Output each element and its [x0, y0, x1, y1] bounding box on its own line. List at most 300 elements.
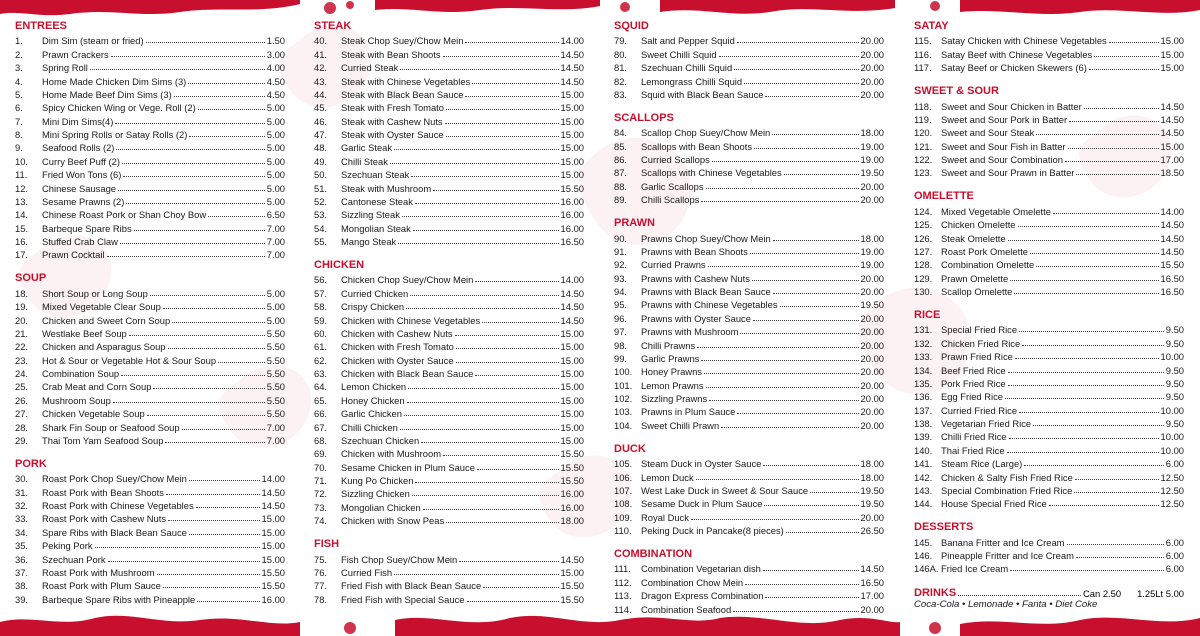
- leader-dots: [465, 96, 558, 97]
- item-number: 2.: [15, 48, 23, 60]
- leader-dots: [773, 240, 859, 241]
- menu-section: [15, 457, 285, 605]
- menu-item: [15, 591, 285, 604]
- item-number: 20.: [15, 314, 29, 326]
- item-name: Curried Prawns: [641, 259, 706, 271]
- item-name: Steak with Black Bean Sauce: [341, 88, 464, 100]
- leader-dots: [737, 42, 859, 43]
- menu-item: [914, 203, 1184, 216]
- item-price: 16.50: [1160, 286, 1184, 297]
- item-number: 134.: [914, 364, 933, 376]
- item-price: 9.50: [1165, 337, 1184, 349]
- item-price: 20.00: [860, 35, 884, 47]
- item-name: Sweet Chilli Squid: [641, 48, 717, 60]
- item-number: 132.: [914, 337, 933, 349]
- item-number: 93.: [614, 272, 628, 284]
- item-price: 3.00: [266, 48, 285, 60]
- item-number: 118.: [914, 100, 932, 112]
- item-name: West Lake Duck in Sweet & Sour Sauce: [641, 484, 809, 496]
- item-name: Mango Steak: [341, 236, 397, 247]
- item-price: 20.00: [860, 326, 884, 338]
- item-name: Roast Pork with Plum Sauce: [42, 580, 161, 592]
- item-number: 119.: [914, 113, 932, 125]
- item-number: 41.: [314, 48, 328, 60]
- menu-item: [614, 46, 884, 59]
- item-price: 15.00: [560, 327, 584, 339]
- item-price: 20.00: [860, 286, 884, 297]
- menu-item: [914, 125, 1184, 138]
- item-name: Szechuan Chilli Squid: [641, 62, 733, 74]
- item-number: 10.: [15, 155, 29, 167]
- item-price: 5.50: [266, 381, 285, 393]
- menu-item: [15, 153, 285, 166]
- item-number: 71.: [314, 475, 328, 486]
- section-title: SQUID: [614, 20, 649, 32]
- item-price: 19.50: [860, 167, 884, 179]
- menu-item: [614, 509, 884, 522]
- menu-section: [314, 537, 584, 605]
- item-price: 14.00: [261, 473, 285, 485]
- item-price: 19.00: [860, 154, 884, 165]
- item-price: 5.50: [266, 327, 285, 339]
- item-name: Curry Beef Puff (2): [42, 155, 120, 167]
- item-price: 9.50: [1165, 391, 1184, 403]
- item-price: 15.00: [261, 526, 285, 538]
- menu-item: [314, 194, 584, 207]
- item-number: 114.: [614, 603, 632, 615]
- item-number: 107.: [614, 484, 633, 496]
- menu-item: [314, 140, 584, 153]
- item-number: 129.: [914, 272, 933, 284]
- menu-item: [614, 230, 884, 243]
- item-price: 15.00: [560, 115, 584, 127]
- leader-dots: [1015, 358, 1159, 359]
- section-title: PORK: [15, 457, 47, 470]
- item-price: 15.00: [261, 553, 285, 565]
- item-number: 109.: [614, 511, 633, 523]
- leader-dots: [157, 574, 260, 575]
- leader-dots: [455, 335, 559, 336]
- item-price: 16.00: [560, 222, 584, 234]
- menu-item: [614, 192, 884, 205]
- leader-dots: [1007, 452, 1159, 453]
- menu-item: [614, 377, 884, 390]
- item-number: 78.: [314, 593, 328, 605]
- leader-dots: [168, 520, 260, 521]
- item-number: 89.: [614, 194, 628, 206]
- item-number: 17.: [15, 249, 29, 261]
- leader-dots: [1008, 385, 1164, 386]
- menu-item: [614, 496, 884, 509]
- menu-item: [614, 364, 884, 377]
- leader-dots: [456, 362, 559, 363]
- item-name: Home Made Chicken Dim Sims (3): [42, 75, 187, 87]
- menu-section: [614, 216, 884, 431]
- item-number: 32.: [15, 500, 29, 511]
- leader-dots: [753, 320, 859, 321]
- leader-dots: [118, 190, 265, 191]
- item-number: 43.: [314, 75, 328, 87]
- section-title: SOUP: [15, 272, 47, 285]
- leader-dots: [1030, 253, 1159, 254]
- item-number: 3.: [15, 62, 23, 74]
- item-price: 15.50: [560, 580, 584, 592]
- item-number: 46.: [314, 115, 328, 127]
- item-number: 68.: [314, 434, 328, 446]
- menu-item: [314, 565, 584, 578]
- item-name: Curried Steak: [341, 62, 399, 74]
- item-price: 5.50: [266, 341, 285, 353]
- section-title: SWEET & SOUR: [914, 85, 999, 98]
- leader-dots: [189, 480, 260, 481]
- menu-item: [314, 167, 584, 180]
- item-number: 21.: [15, 327, 29, 339]
- item-price: 14.00: [560, 35, 584, 47]
- item-number: 113.: [614, 590, 632, 602]
- menu-item: [314, 419, 584, 432]
- item-number: 144.: [914, 498, 933, 510]
- leader-dots: [765, 96, 858, 97]
- menu-item: [614, 165, 884, 178]
- item-price: 17.00: [1160, 154, 1184, 165]
- item-price: 15.50: [560, 461, 584, 473]
- item-price: 10.00: [1160, 431, 1184, 443]
- item-name: Satay Beef with Chinese Vegetables: [941, 48, 1093, 60]
- leader-dots: [189, 136, 264, 137]
- leader-dots: [423, 509, 559, 510]
- menu-item: [15, 419, 285, 432]
- item-number: 120.: [914, 127, 933, 139]
- menu-item: [614, 87, 884, 100]
- item-name: Peking Duck in Pancake(8 pieces): [641, 525, 784, 536]
- item-number: 99.: [614, 352, 628, 364]
- item-price: 12.50: [1160, 498, 1184, 510]
- item-number: 31.: [15, 486, 29, 498]
- item-number: 125.: [914, 219, 933, 231]
- item-name: Dragon Express Combination: [641, 590, 764, 602]
- menu-item: [314, 591, 584, 604]
- leader-dots: [400, 69, 558, 70]
- item-price: 20.00: [860, 379, 884, 391]
- menu-item: [314, 326, 584, 339]
- menu-section: [614, 547, 884, 615]
- item-number: 25.: [15, 381, 29, 393]
- item-name: Scallop Chop Suey/Chow Mein: [641, 127, 771, 139]
- item-price: 5.00: [266, 169, 285, 181]
- item-name: Sesame Chicken in Plum Sauce: [341, 461, 475, 473]
- item-name: Steam Rice (Large): [941, 458, 1023, 470]
- menu-item: [314, 153, 584, 166]
- leader-dots: [696, 479, 859, 480]
- item-number: 1.: [15, 35, 23, 47]
- item-number: 122.: [914, 154, 933, 165]
- leader-dots: [459, 561, 558, 562]
- item-number: 139.: [914, 431, 933, 443]
- item-number: 126.: [914, 232, 933, 244]
- menu-item: [914, 152, 1184, 165]
- item-price: 7.00: [266, 434, 285, 446]
- item-price: 5.00: [266, 129, 285, 140]
- item-price: 12.50: [1160, 484, 1184, 496]
- item-name: Prawns with Oyster Sauce: [641, 312, 751, 324]
- leader-dots: [772, 134, 858, 135]
- item-number: 70.: [314, 461, 328, 473]
- menu-item: [914, 165, 1184, 178]
- item-price: 15.00: [560, 102, 584, 114]
- item-name: Combination Omelette: [941, 259, 1035, 271]
- menu-item: [614, 456, 884, 469]
- menu-item: [15, 100, 285, 113]
- leader-dots: [1036, 134, 1158, 135]
- item-name: Steak with Bean Shoots: [341, 48, 441, 60]
- item-number: 57.: [314, 287, 328, 299]
- leader-dots: [134, 230, 265, 231]
- menu-item: [614, 417, 884, 430]
- menu-item: [15, 524, 285, 537]
- item-number: 6.: [15, 102, 23, 114]
- item-name: Chinese Roast Pork or Shan Choy Bow: [42, 209, 207, 221]
- menu-item: [914, 496, 1184, 509]
- item-price: 15.00: [261, 540, 285, 552]
- item-number: 124.: [914, 205, 933, 217]
- item-price: 1.50: [266, 35, 285, 47]
- item-name: Lemon Chicken: [341, 381, 407, 393]
- item-number: 90.: [614, 232, 628, 244]
- leader-dots: [129, 335, 265, 336]
- menu-item: [314, 446, 584, 459]
- leader-dots: [443, 56, 559, 57]
- leader-dots: [1084, 108, 1159, 109]
- leader-dots: [754, 148, 859, 149]
- menu-item: [314, 406, 584, 419]
- menu-item: [614, 324, 884, 337]
- item-name: Combination Seafood: [641, 603, 732, 615]
- leader-dots: [764, 505, 858, 506]
- menu-item: [314, 113, 584, 126]
- item-price: 20.00: [860, 194, 884, 206]
- leader-dots: [443, 455, 558, 456]
- item-number: 117.: [914, 62, 932, 74]
- leader-dots: [1068, 148, 1159, 149]
- item-price: 10.00: [1160, 404, 1184, 416]
- leader-dots: [1024, 465, 1163, 466]
- item-number: 56.: [314, 274, 328, 286]
- item-price: 5.00: [266, 195, 285, 207]
- item-name: Steak with Oyster Sauce: [341, 129, 444, 140]
- item-price: 4.00: [266, 62, 285, 74]
- leader-dots: [465, 42, 558, 43]
- leader-dots: [445, 123, 559, 124]
- item-price: 20.00: [860, 393, 884, 404]
- item-price: 14.50: [560, 553, 584, 565]
- leader-dots: [182, 429, 265, 430]
- leader-dots: [116, 149, 264, 150]
- menu-item: [15, 352, 285, 365]
- leader-dots: [446, 522, 558, 523]
- item-number: 98.: [614, 339, 628, 351]
- leader-dots: [394, 149, 558, 150]
- item-price: 14.50: [560, 314, 584, 326]
- leader-dots: [197, 601, 259, 602]
- item-price: 17.00: [860, 590, 884, 602]
- item-name: Prawns with Cashew Nuts: [641, 272, 750, 284]
- item-name: Steam Duck in Oyster Sauce: [641, 458, 762, 470]
- item-price: 6.50: [266, 209, 285, 221]
- menu-item: [614, 60, 884, 73]
- leader-dots: [146, 42, 265, 43]
- menu-item: [614, 284, 884, 297]
- item-price: 14.50: [560, 75, 584, 87]
- menu-item: [15, 471, 285, 484]
- item-number: 145.: [914, 536, 933, 548]
- leader-dots: [1109, 42, 1159, 43]
- item-name: Sweet and Sour Fish in Batter: [941, 140, 1066, 152]
- item-name: Mini Dim Sims(4): [42, 115, 114, 127]
- menu-item: [914, 362, 1184, 375]
- item-name: Chicken Omelette: [941, 219, 1016, 231]
- item-name: Mixed Vegetable Clear Soup: [42, 301, 161, 313]
- item-name: Chilli Chicken: [341, 421, 398, 433]
- leader-dots: [126, 203, 264, 204]
- item-number: 108.: [614, 498, 633, 510]
- menu-item: [15, 46, 285, 59]
- menu-section: [914, 19, 1184, 73]
- menu-item: [314, 352, 584, 365]
- menu-item: [15, 180, 285, 193]
- item-price: 9.50: [1165, 324, 1184, 336]
- item-price: 15.00: [560, 434, 584, 446]
- item-price: 18.50: [1160, 167, 1184, 179]
- menu-item: [314, 551, 584, 564]
- menu-item: [15, 379, 285, 392]
- item-name: Squid with Black Bean Sauce: [641, 88, 764, 100]
- section-title: ENTREES: [15, 20, 67, 32]
- menu-item: [914, 402, 1184, 415]
- item-price: 14.50: [1160, 232, 1184, 244]
- item-price: 15.50: [261, 566, 285, 578]
- leader-dots: [122, 163, 265, 164]
- leader-dots: [400, 429, 559, 430]
- item-number: 81.: [614, 62, 628, 74]
- item-name: Fish Chop Suey/Chow Mein: [341, 553, 458, 565]
- item-price: 19.00: [860, 140, 884, 152]
- item-number: 95.: [614, 299, 628, 311]
- leader-dots: [394, 574, 558, 575]
- item-number: 13.: [15, 195, 29, 207]
- item-number: 51.: [314, 182, 328, 194]
- item-name: Sweet and Sour Steak: [941, 127, 1035, 139]
- leader-dots: [958, 595, 1081, 596]
- leader-dots: [165, 442, 264, 443]
- item-name: Chicken & Salty Fish Fried Rice: [941, 471, 1073, 483]
- item-name: Satay Beef or Chicken Skewers (6): [941, 62, 1087, 74]
- menu-item: [914, 270, 1184, 283]
- leader-dots: [477, 469, 559, 470]
- item-name: Prawns with Black Bean Sauce: [641, 286, 771, 297]
- menu-item: [15, 511, 285, 524]
- leader-dots: [708, 266, 859, 267]
- item-price: 15.00: [560, 88, 584, 100]
- leader-dots: [196, 507, 260, 508]
- item-number: 97.: [614, 326, 628, 338]
- item-price: 5.00: [266, 301, 285, 313]
- item-name: Chilli Fried Rice: [941, 431, 1007, 443]
- menu-item: [614, 33, 884, 46]
- item-number: 39.: [15, 593, 29, 605]
- item-name: Chinese Sausage: [42, 182, 117, 194]
- menu-item: [15, 498, 285, 511]
- item-name: Chicken with Chinese Vegetables: [341, 314, 481, 326]
- menu-item: [15, 207, 285, 220]
- menu-section: [614, 111, 884, 205]
- item-price: 18.00: [860, 127, 884, 139]
- menu-item: [914, 456, 1184, 469]
- item-number: 35.: [15, 540, 29, 552]
- item-name: Sweet and Sour Pork in Batter: [941, 113, 1068, 125]
- menu-item: [15, 220, 285, 233]
- section-title: DESSERTS: [914, 521, 974, 534]
- menu-item: [314, 87, 584, 100]
- item-price: 15.50: [1160, 259, 1184, 271]
- menu-item: [15, 312, 285, 325]
- item-number: 11.: [15, 169, 28, 181]
- leader-dots: [734, 69, 858, 70]
- item-number: 100.: [614, 366, 633, 378]
- item-name: Szechuan Pork: [42, 553, 106, 565]
- item-number: 94.: [614, 286, 628, 297]
- item-name: Roast Pork Omelette: [941, 245, 1029, 257]
- item-number: 146A.: [914, 563, 939, 575]
- drinks-title: DRINKS: [914, 587, 957, 600]
- item-price: 14.50: [560, 48, 584, 60]
- menu-item: [314, 299, 584, 312]
- item-name: Peking Pork: [42, 540, 93, 552]
- menu-item: [15, 578, 285, 591]
- menu-item: [314, 339, 584, 352]
- menu-item: [614, 125, 884, 138]
- item-name: Steak with Chinese Vegetables: [341, 75, 471, 87]
- item-price: 14.50: [560, 287, 584, 299]
- item-name: Scallops with Chinese Vegetables: [641, 167, 782, 179]
- leader-dots: [413, 230, 559, 231]
- item-number: 76.: [314, 566, 328, 578]
- item-price: 18.00: [860, 458, 884, 470]
- menu-item: [314, 46, 584, 59]
- menu-item: [15, 484, 285, 497]
- menu-section: [614, 19, 884, 100]
- item-name: Steak Chop Suey/Chow Mein: [341, 35, 464, 47]
- leader-dots: [1033, 425, 1164, 426]
- item-price: 5.00: [266, 155, 285, 167]
- leader-dots: [1014, 293, 1158, 294]
- menu-item: [614, 351, 884, 364]
- menu-item: [314, 459, 584, 472]
- item-name: Roast Pork with Mushroom: [42, 566, 155, 578]
- menu-item: [914, 335, 1184, 348]
- menu-item: [914, 389, 1184, 402]
- item-number: 96.: [614, 312, 628, 324]
- leader-dots: [763, 570, 859, 571]
- menu-column-3: [614, 19, 884, 626]
- item-name: Chicken and Asparagus Soup: [42, 341, 166, 353]
- item-price: 15.00: [1160, 62, 1184, 74]
- leader-dots: [402, 216, 559, 217]
- item-price: 15.50: [560, 593, 584, 605]
- leader-dots: [1089, 69, 1159, 70]
- leader-dots: [1067, 544, 1164, 545]
- leader-dots: [1065, 161, 1159, 162]
- item-number: 19.: [15, 301, 29, 313]
